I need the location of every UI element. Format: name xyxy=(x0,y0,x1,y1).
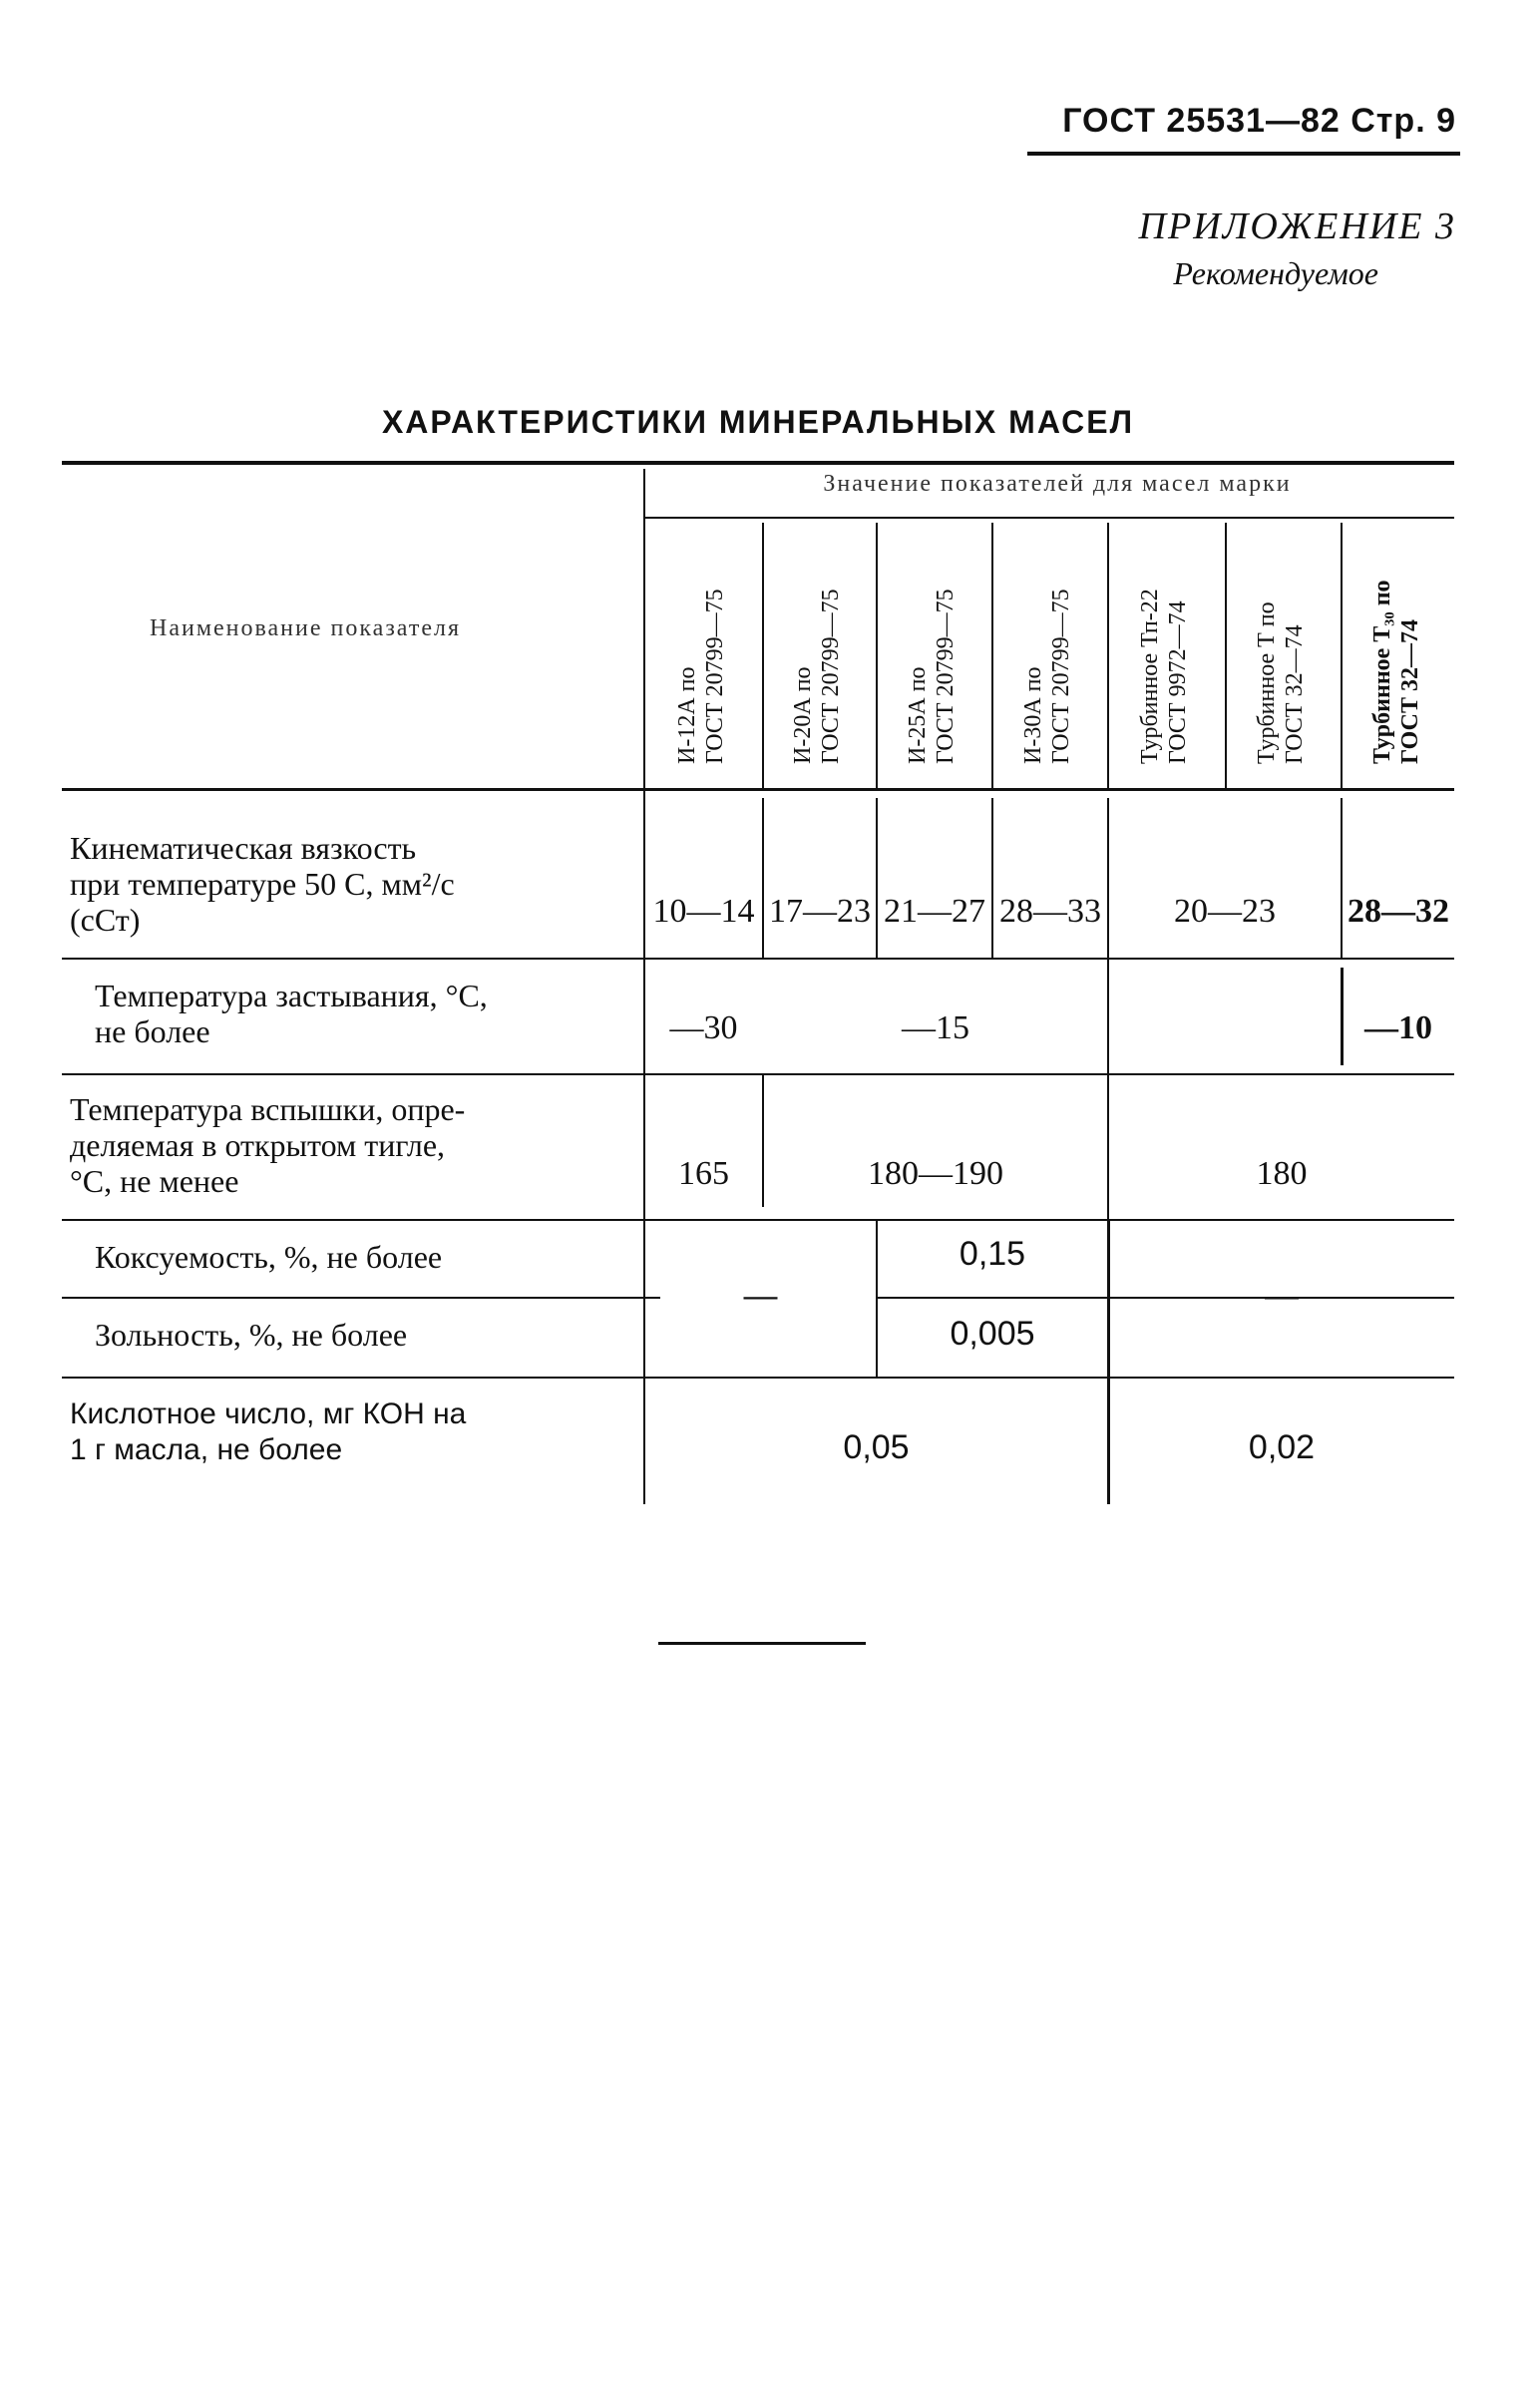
r4-val-2: 0,15 xyxy=(959,1235,1026,1273)
r1-divider-4 xyxy=(1107,798,1109,958)
row5-rule xyxy=(62,1377,1454,1379)
r3-divider-2 xyxy=(1107,1075,1109,1219)
table-title: ХАРАКТЕРИСТИКИ МИНЕРАЛЬНЫХ МАСЕЛ xyxy=(381,404,1135,440)
col-header-2: И-20А по ГОСТ 20799—75 xyxy=(790,589,844,764)
row3-rule xyxy=(62,1219,1454,1221)
group-header: Значение показателей для масел марки xyxy=(823,471,1292,497)
col-divider-5 xyxy=(1225,523,1227,788)
col-header-1: И-12А по ГОСТ 20799—75 xyxy=(674,589,728,764)
appendix-label: ПРИЛОЖЕНИЕ 3 xyxy=(1138,205,1456,247)
r4-val-3: — xyxy=(1265,1277,1299,1315)
row4-name: Коксуемость, %, не более xyxy=(95,1239,443,1275)
col-header-7: Турбинное Т₃₀ по ГОСТ 32—74 xyxy=(1369,580,1423,764)
row3-name: Температура вспышки, опре- деляемая в открытом тигле, °С, не менее xyxy=(70,1091,466,1199)
r1-val-5: 20—23 xyxy=(1174,893,1276,930)
row6-name: Кислотное число, мг КОН на 1 г масла, не более xyxy=(70,1397,467,1466)
r1-divider-6 xyxy=(1341,798,1343,958)
group-header-rule xyxy=(643,517,1454,519)
r1-val-3: 21—27 xyxy=(884,893,985,930)
page-header: ГОСТ 25531—82 Стр. 9 xyxy=(1062,102,1456,140)
param-col-divider xyxy=(643,469,645,1504)
r2-val-2: —15 xyxy=(902,1009,969,1046)
r1-divider-1 xyxy=(762,798,764,958)
row1-name: Кинематическая вязкость при температуре 50 С, мм²/с (сСт) xyxy=(70,830,455,938)
appendix-status: Рекомендуемое xyxy=(1173,255,1378,291)
r3-val-1: 165 xyxy=(678,1155,729,1192)
header-bottom-rule xyxy=(62,788,1454,791)
param-header: Наименование показателя xyxy=(150,615,461,641)
col-divider-2 xyxy=(876,523,878,788)
r2-divider-1 xyxy=(1107,960,1109,1073)
row1-rule xyxy=(62,958,1454,960)
r2-val-1: —30 xyxy=(669,1009,738,1046)
r1-val-1: 10—14 xyxy=(652,893,755,930)
r6-val-2: 0,02 xyxy=(1248,1428,1316,1466)
r1-val-2: 17—23 xyxy=(769,893,871,930)
col-divider-1 xyxy=(762,523,764,788)
r2-val-3: —10 xyxy=(1364,1009,1432,1046)
header-rule xyxy=(1027,152,1460,156)
r3-val-2: 180—190 xyxy=(868,1155,1003,1192)
table-top-rule xyxy=(62,461,1454,465)
r1-divider-3 xyxy=(991,798,993,958)
col-divider-3 xyxy=(991,523,993,788)
row4-rule xyxy=(62,1297,660,1299)
row2-name: Температура застывания, °С, не более xyxy=(95,978,488,1049)
col-header-6: Турбинное Т по ГОСТ 32—74 xyxy=(1254,601,1308,764)
row4-rule-mid xyxy=(878,1297,1107,1299)
r1-val-6: 28—32 xyxy=(1348,893,1449,930)
col-divider-6 xyxy=(1341,523,1343,788)
r5-val-1: 0,005 xyxy=(950,1315,1035,1353)
col-header-5: Турбинное Тп-22 ГОСТ 9972—74 xyxy=(1137,589,1191,764)
row5-name: Зольность, %, не более xyxy=(95,1317,408,1353)
end-rule xyxy=(658,1642,866,1645)
r1-val-4: 28—33 xyxy=(999,893,1101,930)
r1-divider-2 xyxy=(876,798,878,958)
r3-val-3: 180 xyxy=(1256,1155,1308,1192)
r6-val-1: 0,05 xyxy=(843,1428,910,1466)
r4-val-1: — xyxy=(743,1277,778,1315)
col-divider-4 xyxy=(1107,523,1109,788)
row2-rule xyxy=(62,1073,1454,1075)
col-header-3: И-25А по ГОСТ 20799—75 xyxy=(905,589,959,764)
col-header-4: И-30А по ГОСТ 20799—75 xyxy=(1020,589,1074,764)
